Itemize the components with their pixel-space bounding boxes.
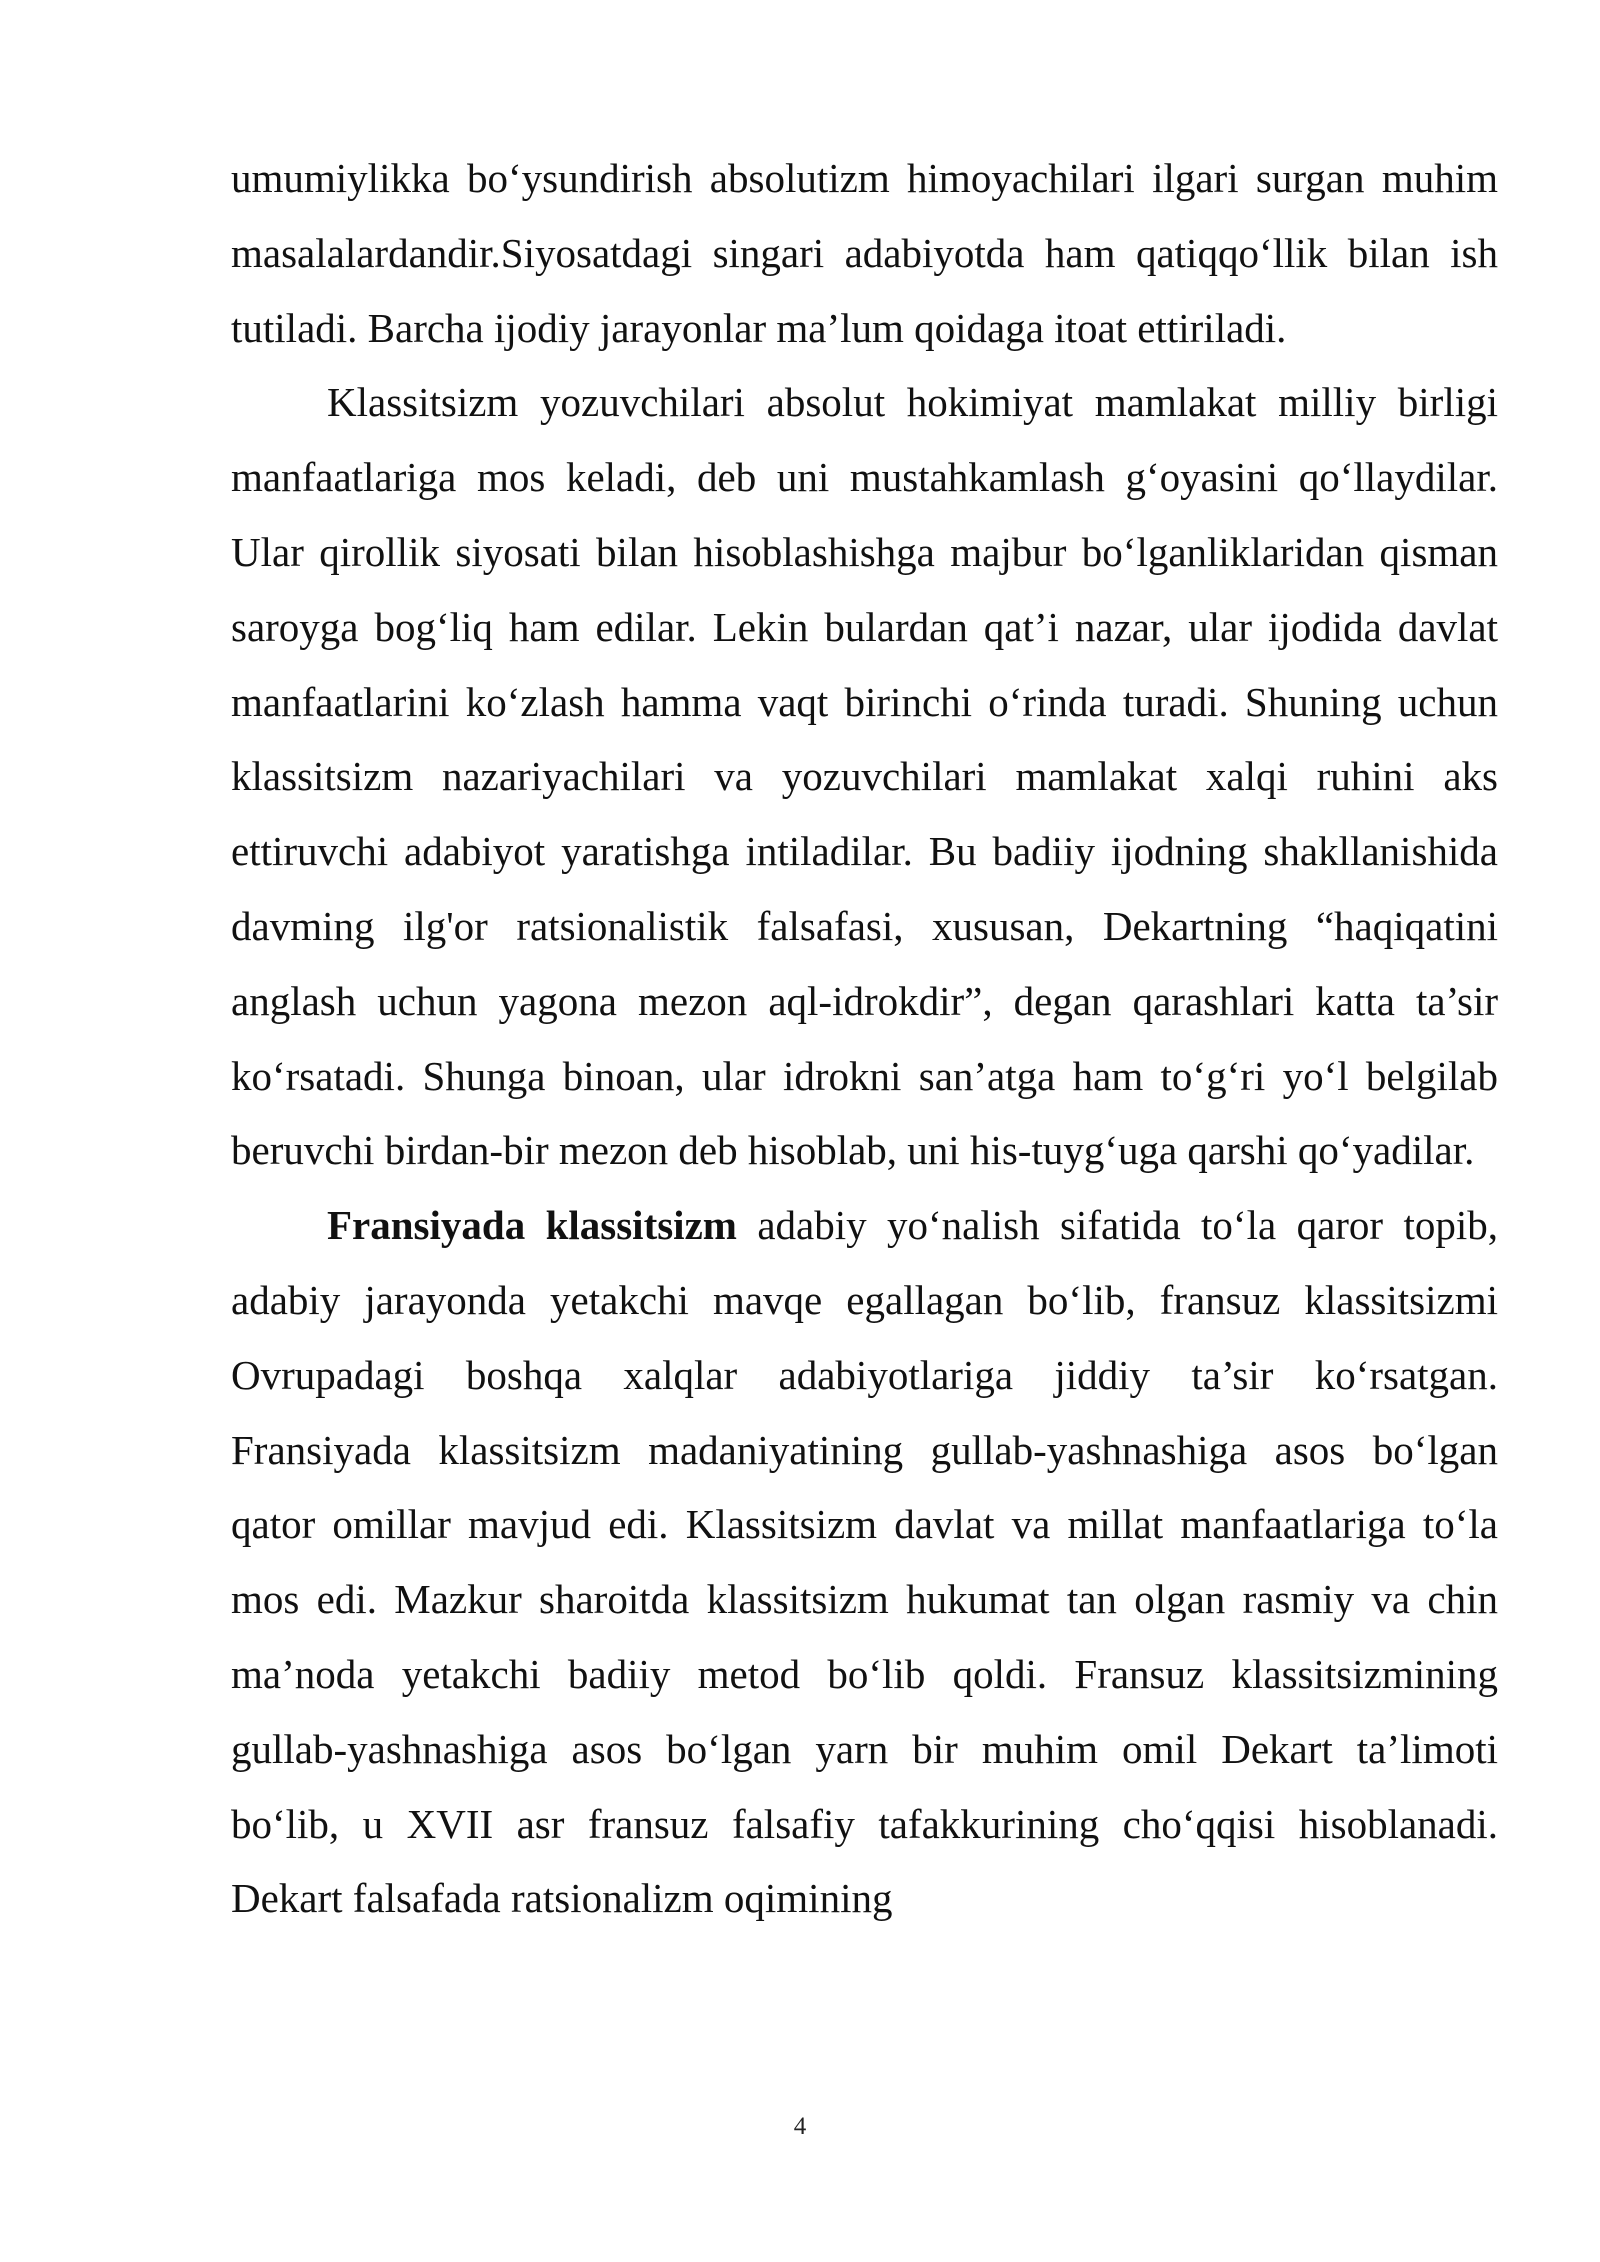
paragraph-2: Klassitsizm yozuvchilari absolut hokimiyat mamlakat milliy birligi manfaatlariga mos keladi, deb uni mustahkamlash g‘oyasini qo‘llaydilar. Ular qirollik siyosati bilan hisoblashishga majbur bo‘lganliklaridan qisman saroyga bog‘liq ham edilar. Lekin bulardan qat’i nazar, ular ijodida davlat manfaatlarini ko‘zlash hamma vaqt birinchi o‘rinda turadi. Shuning uchun klassitsizm nazariyachilari va yozuvchilari mamlakat xalqi ruhini aks ettiruvchi adabiyot yaratishga intiladilar. Bu badiiy ijodning shakllanishida davming ilg'or ratsionalistik falsafasi, xususan, Dekartning “haqiqatini anglash uchun yagona mezon aql-idrokdir”, degan qarashlari katta ta’sir ko‘rsatadi. Shunga binoan, ular idrokni san’atga ham to‘g‘ri yo‘l belgilab beruvchi birdan-bir mezon deb hisoblab, uni his-tuyg‘uga qarshi qo‘yadilar. — [231, 379, 1498, 1174]
paragraph-3-text: adabiy yo‘nalish sifatida to‘la qaror topib, adabiy jarayonda yetakchi mavqe egallagan bo‘lib, fransuz klassitsizmi Ovrupadagi boshqa xalqlar adabiyotlariga jiddiy ta’sir ko‘rsatgan. Fransiyada klassitsizm madaniyatining gullab-yashnashiga asos bo‘lgan qator omillar mavjud edi. Klassitsizm davlat va millat manfaatlariga to‘la mos edi. Mazkur sharoitda klassitsizm hukumat tan olgan rasmiy va chin ma’noda yetakchi badiiy metod bo‘lib qoldi. Fransuz klassitsizmining gullab-yashnashiga asos bo‘lgan yarn bir muhim omil Dekart ta’limoti bo‘lib, u XVII asr fransuz falsafiy tafakkurining cho‘qqisi hisoblanadi. Dekart falsafada ratsionalizm oqimining — [231, 1202, 1498, 1922]
paragraph-1: umumiylikka bo‘ysundirish absolutizm himoyachilari ilgari surgan muhim masalalardandir.Siyosatdagi singari adabiyotda ham qatiqqo‘llik bilan ish tutiladi. Barcha ijodiy jarayonlar ma’lum qoidaga itoat ettiriladi. — [231, 155, 1498, 351]
paragraph-3 — [231, 1188, 1498, 1936]
body-text — [231, 141, 1498, 1936]
page-number: 4 — [793, 2113, 807, 2140]
paragraph-3-bold-lead: Fransiyada klassitsizm — [327, 1202, 737, 1249]
